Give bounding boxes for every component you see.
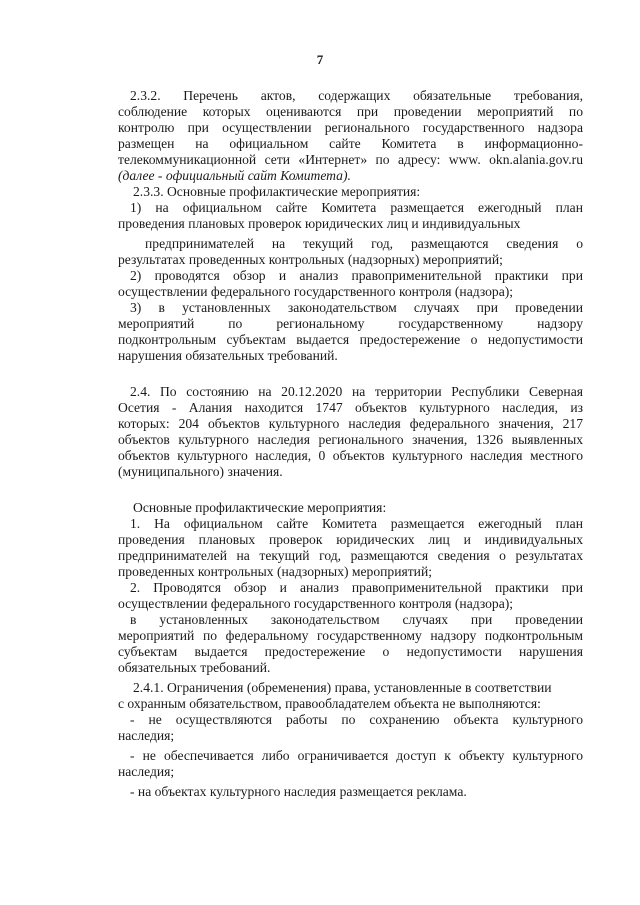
text-line: Основные профилактические мероприятия: bbox=[133, 500, 387, 515]
text-line: осуществлении федерального государственного контроля (надзора); bbox=[118, 284, 514, 299]
text-line: 2.4.1. Ограничения (обременения) права, установленные в соответствии bbox=[133, 680, 552, 695]
text-line: размещен на официальном сайте Комитета в информационно- bbox=[118, 136, 583, 151]
text-line: наследия; bbox=[118, 764, 175, 779]
text-line: проведения плановых проверок юридических лиц и индивидуальных bbox=[118, 216, 521, 231]
text-line: субъектам выдается предостережение о недопустимости нарушения bbox=[118, 644, 583, 659]
text-line: которых: 204 объектов культурного наследия федерального значения, 217 bbox=[118, 416, 583, 431]
page-number: 7 bbox=[316, 52, 324, 67]
text-line: проведенных контрольных (надзорных) мероприятий; bbox=[118, 564, 433, 579]
text-line: 1) на официальном сайте Комитета размещается ежегодный план bbox=[130, 200, 583, 215]
text-line: - не обеспечивается либо ограничивается доступ к объекту культурного bbox=[130, 748, 583, 763]
text-line: 2. Проводятся обзор и анализ правоприменительной практики при bbox=[130, 580, 583, 595]
text-line: Осетия - Алания находится 1747 объектов культурного наследия, из bbox=[118, 400, 583, 415]
text-line: 3) в установленных законодательством случаях при проведении bbox=[130, 300, 583, 315]
text-line: результатах проведенных контрольных (надзорных) мероприятий; bbox=[118, 252, 503, 267]
text-line: мероприятий по региональному государственному надзору bbox=[118, 316, 583, 331]
text-line: в установленных законодательством случаях при проведении bbox=[130, 612, 583, 627]
text-line: 2.3.2. Перечень актов, содержащих обязательные требования, bbox=[130, 88, 583, 103]
text-line: телекоммуникационной сети «Интернет» по адресу: www. okn.alania.gov.ru bbox=[118, 152, 583, 167]
text-line: осуществлении федерального государственного контроля (надзора); bbox=[118, 596, 514, 611]
text-line: 2) проводятся обзор и анализ правоприменительной практики при bbox=[130, 268, 583, 283]
text-line: с охранным обязательством, правообладателем объекта не выполняются: bbox=[118, 696, 541, 711]
text-line: (муниципального) значения. bbox=[118, 464, 283, 479]
text-line: - на объектах культурного наследия размещается реклама. bbox=[130, 784, 467, 799]
text-line: обязательных требований. bbox=[118, 660, 271, 675]
text-line: объектов культурного наследия регионального значения, 1326 выявленных bbox=[118, 432, 583, 447]
text-line: 1. На официальном сайте Комитета размещается ежегодный план bbox=[130, 516, 583, 531]
text-line: наследия; bbox=[118, 728, 175, 743]
text-line: предпринимателей на текущий год, размещаются сведения о результатах bbox=[118, 548, 583, 563]
text-line: предпринимателей на текущий год, размещаются сведения о bbox=[145, 236, 583, 251]
text-line: объектов культурного наследия, 0 объектов культурного наследия местного bbox=[118, 448, 583, 463]
text-line: 2.4. По состоянию на 20.12.2020 на территории Республики Северная bbox=[130, 384, 583, 399]
text-line: (далее - официальный сайт Комитета). bbox=[118, 168, 351, 183]
text-line: - не осуществляются работы по сохранению объекта культурного bbox=[130, 712, 583, 727]
text-line: контролю при осуществлении регионального государственного надзора bbox=[118, 120, 583, 135]
text-line: нарушения обязательных требований. bbox=[118, 348, 338, 363]
text-line: соблюдение которых оцениваются при проведении мероприятий по bbox=[118, 104, 583, 119]
text-line: мероприятий по федеральному государственному надзору подконтрольным bbox=[118, 628, 583, 643]
text-line: 2.3.3. Основные профилактические мероприятия: bbox=[133, 184, 421, 199]
text-line: проведения плановых проверок юридических лиц и индивидуальных bbox=[118, 532, 583, 547]
text-line: подконтрольным субъектам выдается предостережение о недопустимости bbox=[118, 332, 583, 347]
